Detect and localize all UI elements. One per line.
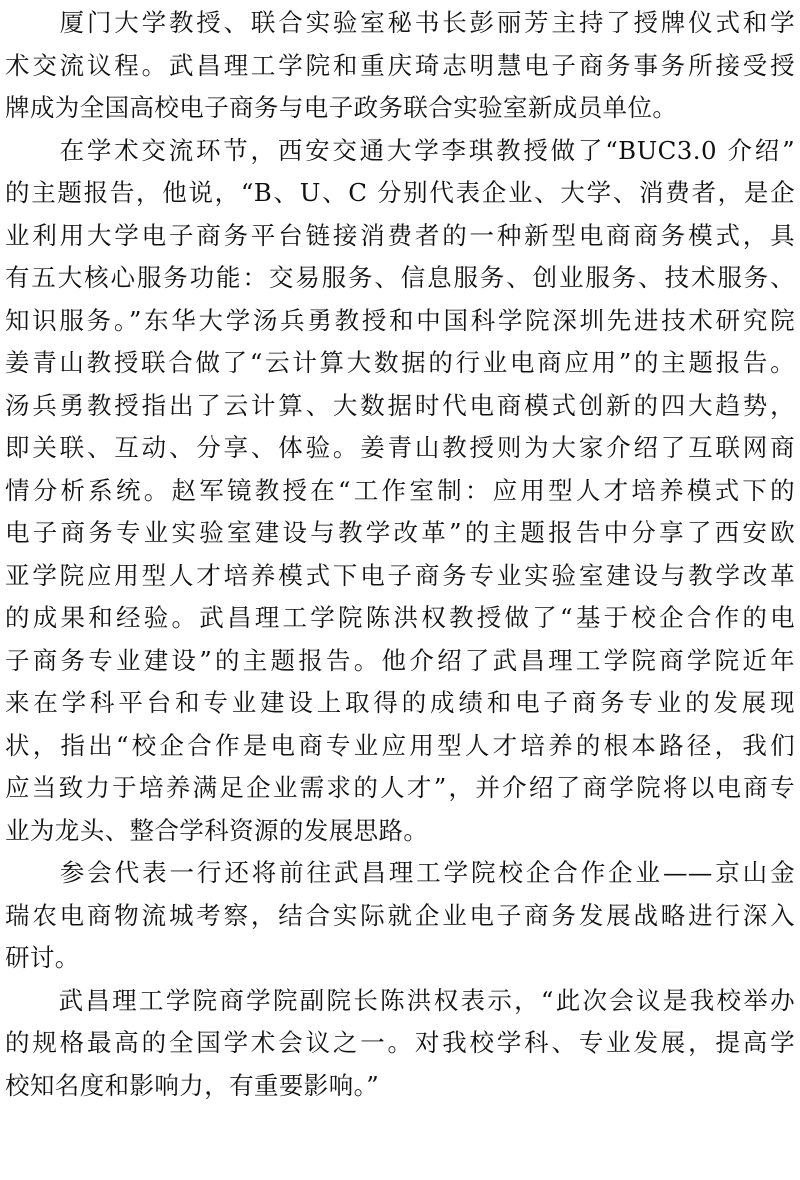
paragraph-1	[5, 2, 795, 130]
paragraph-4	[5, 980, 795, 1108]
text-line: 有五大核心服务功能：交易服务、信息服务、创业服务、技术服务、	[5, 263, 795, 292]
text-line: 研讨。	[5, 943, 80, 972]
text-line: 牌成为全国高校电子商务与电子政务联合实验室新成员单位。	[5, 93, 678, 122]
text-line: 汤兵勇教授指出了云计算、大数据时代电商模式创新的四大趋势，	[5, 390, 795, 420]
text-line: 应当致力于培养满足企业需求的人才”，并介绍了商学院将以电商专	[5, 773, 795, 802]
text-line: 瑞农电商物流城考察，结合实际就企业电子商务发展战略进行深入	[5, 900, 795, 930]
document-page	[5, 2, 795, 1107]
paragraph-2	[5, 130, 795, 853]
text-line: 姜青山教授联合做了“云计算大数据的行业电商应用”的主题报告。	[5, 348, 795, 377]
text-line: 状，指出“校企合作是电商专业应用型人才培养的根本路径，我们	[5, 730, 795, 760]
text-line: 子商务专业建设”的主题报告。他介绍了武昌理工学院商学院近年	[5, 645, 795, 675]
text-line: 知识服务。”东华大学汤兵勇教授和中国科学院深圳先进技术研究院	[5, 305, 795, 335]
paragraph-3	[5, 852, 795, 980]
text-line: 的规格最高的全国学术会议之一。对我校学科、专业发展，提高学	[5, 1028, 795, 1057]
text-line: 来在学科平台和专业建设上取得的成绩和电子商务专业的发展现	[5, 688, 795, 717]
text-line: 厦门大学教授、联合实验室秘书长彭丽芳主持了授牌仪式和学	[5, 8, 795, 37]
text-line: 电子商务专业实验室建设与教学改革”的主题报告中分享了西安欧	[5, 518, 795, 547]
text-line: 的主题报告，他说，“B、U、C 分别代表企业、大学、消费者，是企	[5, 178, 795, 207]
text-line: 亚学院应用型人才培养模式下电子商务专业实验室建设与教学改革	[5, 560, 795, 590]
text-line: 即关联、互动、分享、体验。姜青山教授则为大家介绍了互联网商	[5, 433, 795, 462]
text-line: 的成果和经验。武昌理工学院陈洪权教授做了“基于校企合作的电	[5, 603, 795, 632]
text-line: 在学术交流环节，西安交通大学李琪教授做了“BUC3.0 介绍”	[5, 135, 795, 165]
text-line: 参会代表一行还将前往武昌理工学院校企合作企业——京山金	[5, 858, 795, 887]
text-line: 术交流议程。武昌理工学院和重庆琦志明慧电子商务事务所接受授	[5, 50, 795, 80]
text-line: 业利用大学电子商务平台链接消费者的一种新型电商商务模式，具	[5, 220, 795, 250]
text-line: 武昌理工学院商学院副院长陈洪权表示，“此次会议是我校举办	[5, 985, 795, 1015]
text-line: 校知名度和影响力，有重要影响。”	[5, 1070, 380, 1100]
text-line: 业为龙头、整合学科资源的发展思路。	[5, 815, 429, 845]
text-line: 情分析系统。赵军镜教授在“工作室制：应用型人才培养模式下的	[5, 475, 795, 505]
